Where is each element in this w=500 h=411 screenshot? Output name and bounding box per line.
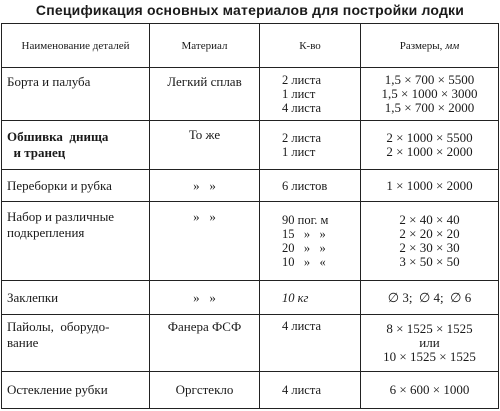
cell-line: 90 пог. м [282,213,329,228]
cell-line: 8 × 1525 × 1525 [386,321,473,336]
cell-name [2,202,150,281]
header-size [361,24,499,68]
cell-line: 1 лист [282,145,316,160]
cell-line: Остекление рубки [7,382,108,397]
cell-size [361,281,499,315]
cell-line: То же [188,126,221,142]
table-row [2,202,499,281]
cell-name [2,170,150,202]
cell-line: вание [7,335,39,350]
cell-material [150,170,260,202]
cell-line: 2 листа [282,72,322,87]
cell-line: 6 × 600 × 1000 [389,382,470,397]
cell-line: ∅ 3; ∅ 4; ∅ 6 [387,289,472,305]
table-row [2,372,499,409]
cell-line: Оргстекло [175,382,234,397]
table-row [2,120,499,170]
cell-line: Фанера ФСФ [167,319,242,334]
cell-line: 2 × 30 × 30 [399,240,460,256]
cell-line: 10 » « [282,255,326,270]
cell-line: 2 листа [282,131,322,146]
cell-size [361,202,499,281]
cell-line: 10 кг [282,290,309,305]
cell-line: Легкий сплав [167,74,242,89]
cell-line: 1,5 × 1000 × 3000 [381,85,478,101]
cell-line: 1 лист [282,86,316,101]
cell-size [361,315,499,372]
cell-qty [260,68,361,121]
header-row [2,24,499,68]
cell-material [150,372,260,409]
cell-line: Набор и различные [7,209,115,225]
table-row [2,315,499,372]
cell-name [2,372,150,409]
cell-name [2,281,150,315]
cell-line: » » [193,209,216,225]
cell-qty [260,372,361,409]
cell-line: подкрепления [7,225,85,241]
cell-line: Заклепки [7,289,59,305]
cell-line: 1 × 1000 × 2000 [386,177,473,193]
cell-line: 3 × 50 × 50 [399,254,460,270]
cell-line: 20 » » [282,241,326,256]
cell-line: Обшивка днища [7,129,109,145]
cell-material [150,281,260,315]
cell-qty [260,120,361,170]
cell-size [361,372,499,409]
cell-line: » » [193,289,216,305]
table-row [2,281,499,315]
cell-line: 4 листа [282,319,322,333]
cell-qty [260,315,361,372]
table-title: Спецификация основных материалов для постройки лодки [35,2,465,18]
header-material: Материал [150,24,260,68]
cell-qty [260,281,361,315]
cell-line: Борта и палуба [7,74,91,89]
cell-line: 1,5 × 700 × 2000 [384,99,475,115]
cell-size [361,170,499,202]
cell-name [2,120,150,170]
cell-line: » » [193,177,216,193]
cell-material [150,315,260,372]
cell-line: Пайолы, оборудо- [7,319,110,334]
cell-line: 2 × 20 × 20 [399,226,460,242]
cell-name [2,315,150,372]
header-name: Наименование деталей [2,24,150,68]
materials-table [1,23,499,409]
cell-qty [260,170,361,202]
cell-line: 1,5 × 700 × 5500 [384,71,475,87]
table-row [2,170,499,202]
cell-line: 10 × 1525 × 1525 [383,349,476,364]
cell-name [2,68,150,121]
cell-line: 2 × 1000 × 5500 [386,130,473,146]
cell-line: и транец [7,145,66,161]
cell-line: 2 × 1000 × 2000 [386,144,473,160]
cell-qty [260,202,361,281]
header-size-unit: мм [445,39,460,52]
cell-line: 4 листа [282,383,322,397]
header-qty: К-во [260,24,361,68]
cell-line: 4 листа [282,100,322,115]
cell-line: 15 » » [282,227,326,242]
cell-line: 6 листов [282,178,328,193]
cell-line: 2 × 40 × 40 [399,212,460,228]
cell-material [150,120,260,170]
cell-size [361,120,499,170]
header-size-label: Размеры, [399,39,443,52]
cell-material [150,202,260,281]
cell-line: или [419,335,440,350]
cell-size [361,68,499,121]
table-row [2,68,499,121]
cell-line: Переборки и рубка [7,177,112,193]
cell-material [150,68,260,121]
